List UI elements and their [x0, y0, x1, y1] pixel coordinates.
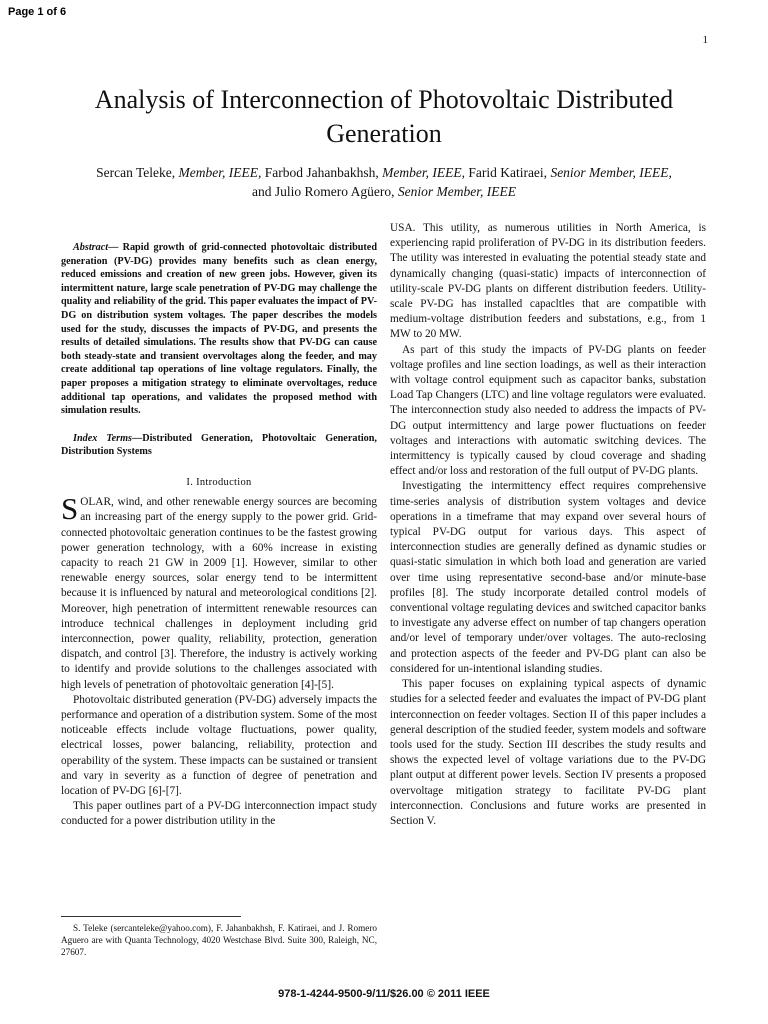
author-role: Member, IEEE,	[178, 165, 262, 180]
left-column	[61, 241, 377, 830]
page-number: 1	[702, 34, 708, 46]
intro-paragraph: This paper outlines part of a PV-DG interconnection impact study conducted for a power distribution utility in the	[61, 800, 377, 828]
right-column	[390, 221, 706, 829]
author-role: Senior Member, IEEE	[397, 184, 516, 199]
section-heading-introduction: I. Introduction	[186, 476, 252, 488]
abstract-label: Abstract	[73, 242, 109, 253]
index-terms-text: —Distributed Generation, Photovoltaic Generation, Distribution Systems	[61, 432, 377, 458]
drop-cap: S	[61, 491, 79, 527]
intro-paragraph-text: OLAR, wind, and other renewable energy sources are becoming an increasing part of the energy supply to the power grid. Grid-connected photovoltaic generation continues to be the fastest growing power generation technology, with a 60% increase in existing capacity to reach 21 GW in 2009 [1]. However, similar to other renewable energy sources, solar energy tend to be intermittent because it is influenced by natural and meteorological conditions [2]. Moreover, high penetration of intermittent renewable resources can introduce technical challenges in deployment including grid interconnection, power quality, reliability, protection, generation dispatch, and control [3]. Therefore, the industry is actively working to identify and provide solutions to the challenges associated with high levels of penetration of photovoltaic generation [4]-[5].	[61, 496, 377, 691]
author-name: Farbod Jahanbakhsh,	[261, 165, 383, 180]
author-role: Member, IEEE,	[382, 165, 465, 180]
copyright-line: 978-1-4244-9500-9/11/$26.00 © 2011 IEEE	[278, 988, 490, 1000]
page-indicator: Page 1 of 6	[8, 6, 67, 18]
author-name: Sercan Teleke,	[96, 165, 179, 180]
abstract	[61, 241, 377, 418]
body-paragraph: Investigating the intermittency effect requires comprehensive time-series analysis of distribution system voltages and device operations in a timeframe that may expand over several hours of typical PV-DG output for various days. This aspect of interconnection studies are generally defined as dynamic studies or quasi-static simulation in which both load and generation are varied over time using representative second-base and/or minute-base profiles [8]. The study incorporate detailed control models of conventional voltage regulating devices and switched capacitor banks to investigate any adverse effect on number of tap changers operation and/or level of temporary under/over voltages. The auto-reclosing and protection aspects of the feeder and PV-DG plant can also be considered for un-intentional islanding studies.	[390, 480, 706, 675]
body-paragraph: This paper focuses on explaining typical aspects of dynamic studies for a selected feeder and evaluates the impact of PV-DG plant interconnection on feeder voltages. Section II of this paper includes a general description of the studied feeder, system models and software tools used for the study. Section III describes the study results and shows the expected level of voltage variations due to the PV-DG plant output at different power levels. Section IV presents a proposed overvoltage mitigation strategy to facilitate PV-DG plant interconnection. Conclusions and future works are presented in Section V.	[390, 678, 706, 827]
index-terms	[61, 432, 377, 459]
intro-paragraph	[61, 491, 377, 693]
abstract-text: — Rapid growth of grid-connected photovoltaic distributed generation (PV-DG) provides many benefits such as clean energy, reduced emissions and creation of new green jobs. However, given its intermittent nature, large scale penetration of PV-DG may challenge the quality and reliability of the grid. This paper evaluates the impact of PV-DG on distribution system voltages. The paper describes the models used for the study, discusses the impacts of PV-DG, and presents the results of detailed simulations. The results show that PV-DG can cause both steady-state and transient overvoltages along the feeder, and may create additional tap operations of line voltage regulators. Finally, the paper proposes a mitigation strategy to eliminate overvoltages, reduce additional tap operations, and validates the proposed method with simulation results.	[61, 242, 377, 417]
intro-paragraph: Photovoltaic distributed generation (PV-DG) adversely impacts the performance and operation of a distribution system. Some of the most noticeable effects include voltage fluctuations, power quality, electrical losses, power balancing, reliability, protection and operability of the system. These impacts can be sustained or transient and vary in severity as a function of degree of penetration and location of PV-DG [6]-[7].	[61, 693, 377, 797]
author-name: and Julio Romero Agüero,	[252, 184, 398, 199]
author-list	[90, 163, 678, 201]
paper-title: Analysis of Interconnection of Photovoltaic Distributed Generation	[94, 85, 674, 148]
author-role: Senior Member, IEEE,	[550, 165, 672, 180]
author-affiliation-footnote: S. Teleke (sercanteleke@yahoo.com), F. Jahanbakhsh, F. Katiraei, and J. Romero Aguero are with Quanta Technology, 4020 Westchase Blvd. Suite 300, Raleigh, NC, 27607.	[61, 923, 377, 958]
index-terms-label: Index Terms	[73, 432, 133, 444]
body-paragraph: USA. This utility, as numerous utilities in North America, is experiencing rapid proliferation of PV-DG in its distribution feeders. The utility was interested in evaluating the potential steady state and dynamically changing (quasi-static) impacts of interconnection of utility-scale PV-DG plants on different distribution feeders. Utility-scale PV-DG has installed capacltles that are compatible with medium-voltage distribution feeders and substations, e.g., from 1 MW to 20 MW.	[390, 222, 706, 341]
footnote-divider	[61, 916, 241, 917]
body-paragraph: As part of this study the impacts of PV-DG plants on feeder voltage profiles and line section loadings, as well as their interaction with voltage control equipment such as capacitor banks, substation Load Tap Changers (LTC) and line voltage regulators were evaluated. The interconnection study also needed to address the impacts of PV-DG output intermittency and large power fluctuations on feeder voltages and interactions with automatic switching devices. The intermittency is typically caused by cloud coverage and shading effect and/or loss and restoration of the full output of PV-DG plants.	[390, 343, 706, 478]
author-name: Farid Katiraei,	[464, 165, 551, 180]
